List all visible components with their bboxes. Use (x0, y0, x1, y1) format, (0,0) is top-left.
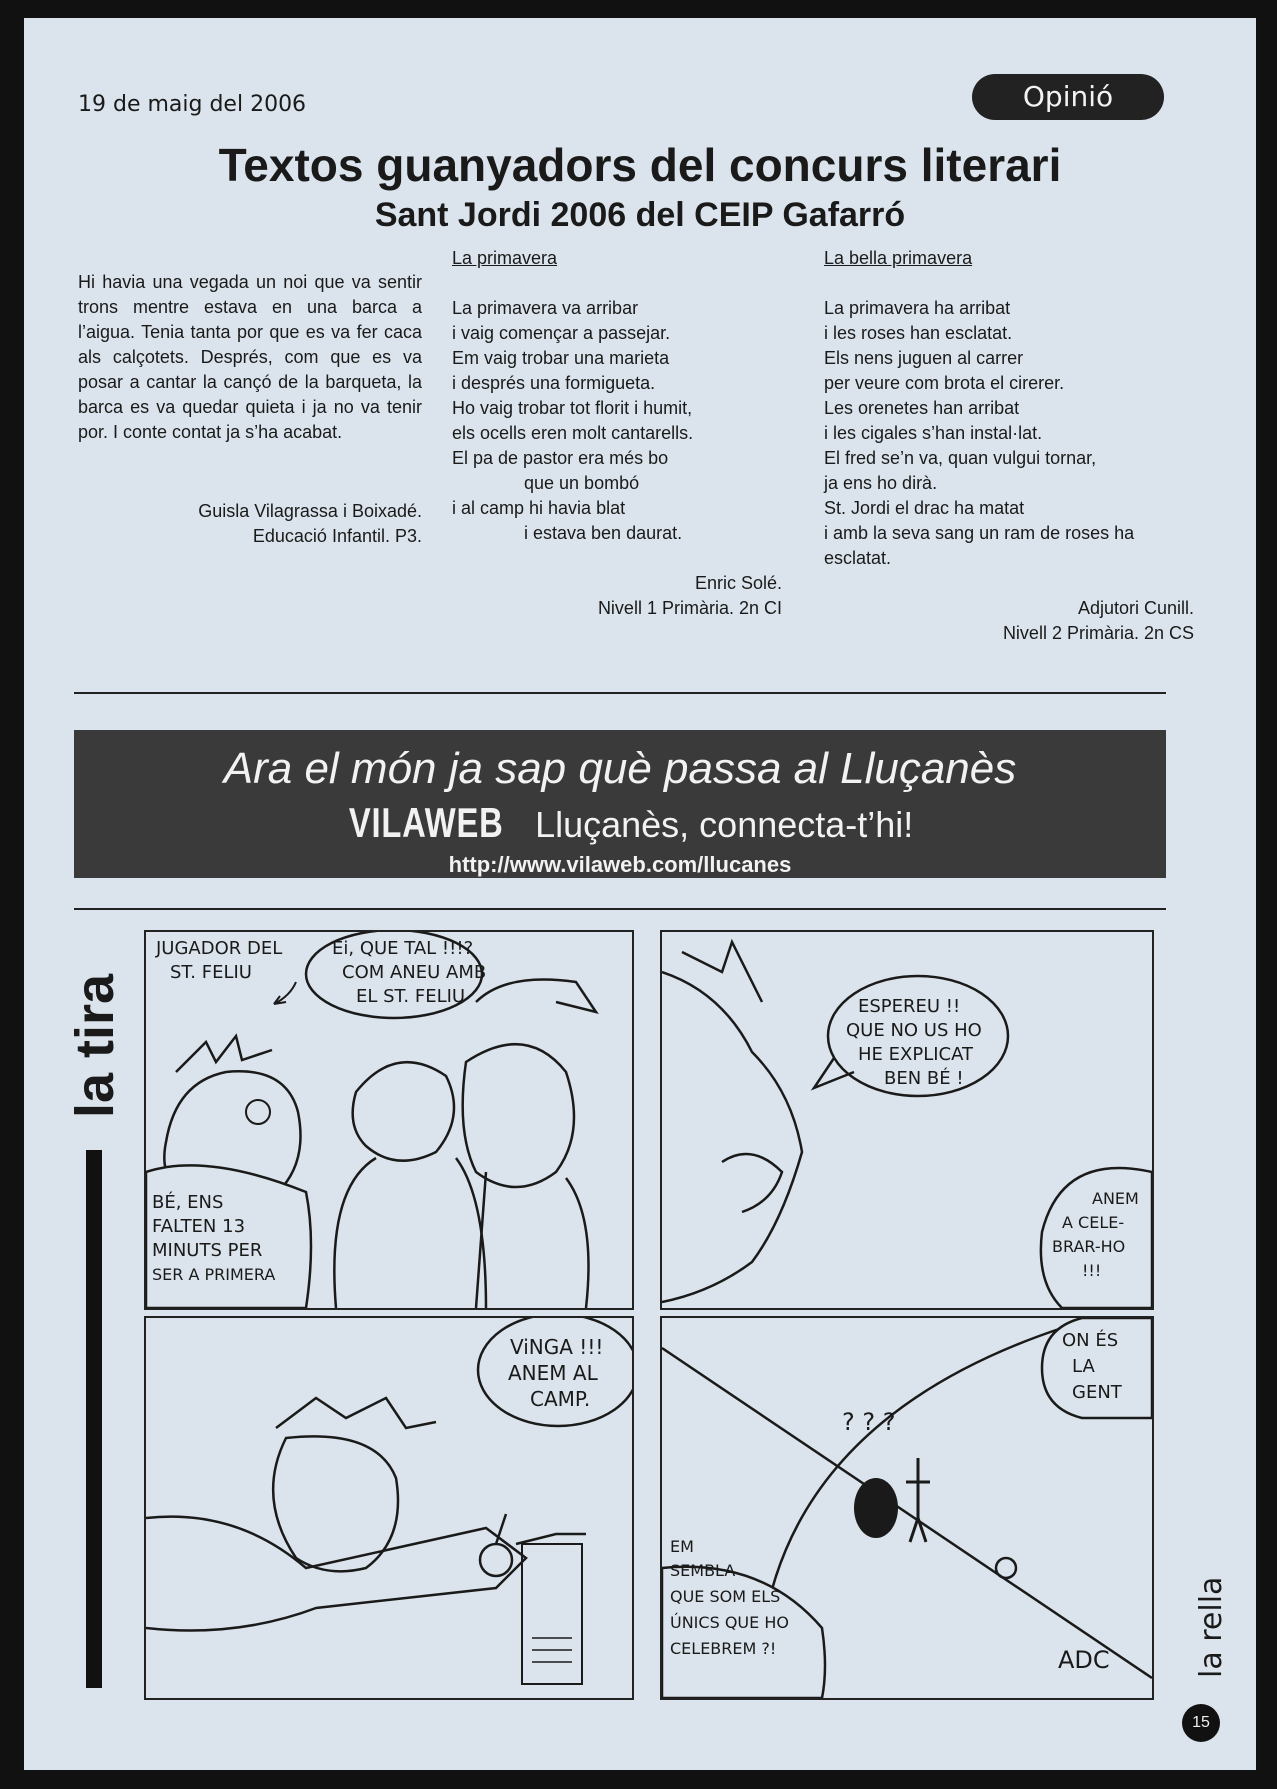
poem-line: St. Jordi el drac ha matat (824, 498, 1025, 518)
bubble-line: COM ANEU AMB (342, 962, 487, 983)
poem-line: i les roses han esclatat. (824, 323, 1013, 343)
bubble-line: !!! (1082, 1261, 1102, 1280)
poem-line: i vaig començar a passejar. (452, 323, 671, 343)
poem-title: La bella primavera (824, 248, 973, 268)
poem-line: Els nens juguen al carrer (824, 348, 1024, 368)
comic-panel-4 (660, 1316, 1154, 1700)
poem-line: que un bombó (524, 473, 640, 493)
poem-column-2 (824, 246, 1194, 646)
bubble-line: CAMP. (530, 1387, 591, 1411)
poem-line: Em vaig trobar una marieta (452, 348, 670, 368)
bubble-line: BÉ, ENS (152, 1192, 224, 1213)
article-subtitle: Sant Jordi 2006 del CEIP Gafarró (374, 196, 906, 234)
story-column (78, 270, 422, 549)
comic-side-bar (86, 1150, 102, 1688)
comic-section-label: la tira (65, 973, 125, 1118)
bubble-line: LA (1072, 1356, 1095, 1377)
poem-line: Les orenetes han arribat (824, 398, 1020, 418)
bubble-line: CELEBREM ?! (670, 1639, 777, 1658)
bubble-line: Ei, QUE TAL !!!? (332, 938, 474, 959)
poem-level: Nivell 1 Primària. 2n CI (597, 598, 782, 618)
newspaper-page (24, 18, 1256, 1770)
poem-line: i després una formigueta. (452, 373, 656, 393)
banner-tagline-text: Lluçanès, connecta-t’hi! (535, 804, 914, 845)
bubble-line: A CELE- (1062, 1213, 1125, 1232)
bubble-line: GENT (1072, 1382, 1122, 1403)
question-marks: ? ? ? (842, 1408, 896, 1436)
bubble-line: ESPEREU !! (858, 996, 961, 1017)
poem-title: La primavera (452, 248, 558, 268)
poem-line: El pa de pastor era més bo (452, 448, 669, 468)
banner-tagline (74, 799, 1166, 846)
issue-date: 19 de maig del 2006 (78, 92, 307, 117)
firecracker-drawing (480, 1544, 512, 1576)
poem-level: Nivell 2 Primària. 2n CS (1002, 623, 1194, 643)
bubble-line: BRAR-HO (1052, 1237, 1126, 1256)
poem-line: i al camp hi havia blat (452, 498, 626, 518)
bubble-line: SEMBLA (670, 1561, 736, 1580)
poem-column-1 (452, 246, 802, 621)
caption-line: ST. FELIU (170, 962, 252, 983)
shouting-man-drawing (662, 972, 802, 1302)
comic-panel-2 (660, 930, 1154, 1310)
comic-panel-1 (144, 930, 634, 1310)
article-title: Textos guanyadors del concurs literari (218, 139, 1062, 191)
poem-line: i amb la seva sang un ram de roses ha (824, 523, 1135, 543)
poem-line: La primavera va arribar (452, 298, 639, 318)
banner-headline: Ara el món ja sap què passa al Lluçanès (223, 744, 1017, 793)
poem-line: Ho vaig trobar tot florit i humit, (452, 398, 693, 418)
fan-figure-drawing (906, 1458, 930, 1542)
bubble-line: MINUTS PER (152, 1240, 263, 1261)
bubble-line: ViNGA !!! (510, 1335, 604, 1359)
publication-name: la rella (1194, 1576, 1229, 1678)
bubble-line: SER A PRIMERA (152, 1265, 276, 1284)
artist-signature: ADC (1058, 1646, 1110, 1674)
bubble-line: FALTEN 13 (152, 1216, 246, 1237)
poem-line: i les cigales s’han instal·lat. (824, 423, 1043, 443)
story-text: Hi havia una vegada un noi que va sentir trons mentre estava en una barca a l’aigua. Tenia tanta por que es va fer caca als calçotets. Després, com que es va posar a cantar la cançó de la barqueta, la barca es va quedar quieta i ja no va tenir por. I conte contat ja s’ha acabat. (78, 272, 422, 442)
bubble-line: EM (670, 1537, 694, 1556)
poem-line: els ocells eren molt cantarells. (452, 423, 694, 443)
section-badge: Opinió (972, 74, 1164, 120)
fan-figure-drawing (854, 1478, 898, 1538)
caption-line: JUGADOR DEL (156, 938, 283, 959)
poem-author: Enric Solé. (694, 573, 782, 593)
poem-line: El fred se’n va, quan vulgui tornar, (824, 448, 1097, 468)
bubble-line: ON ÉS (1062, 1330, 1119, 1351)
bubble-line: ANEM AL (508, 1361, 598, 1385)
poem-line: i estava ben daurat. (524, 523, 683, 543)
story-author: Guisla Vilagrassa i Boixadé. (198, 501, 422, 521)
poem-line: esclatat. (824, 548, 892, 568)
page-number-badge: 15 (1182, 1704, 1220, 1742)
bubble-line: QUE SOM ELS (670, 1587, 781, 1606)
divider-rule (74, 908, 1166, 910)
bubble-line: BEN BÉ ! (884, 1068, 964, 1089)
bubble-line: ANEM (1092, 1189, 1139, 1208)
banner-url-link[interactable]: http://www.vilaweb.com/llucanes (448, 852, 792, 877)
bubble-line: EL ST. FELIU (356, 986, 466, 1007)
story-level: Educació Infantil. P3. (252, 526, 422, 546)
poem-line: La primavera ha arribat (824, 298, 1011, 318)
vilaweb-banner[interactable] (74, 730, 1166, 878)
man-head-drawing (463, 1044, 574, 1187)
bubble-line: QUE NO US HO (846, 1020, 982, 1041)
vilaweb-logo: VILAWEB (348, 799, 504, 846)
man-head-drawing (353, 1062, 454, 1160)
poem-line: per veure com brota el cirerer. (824, 373, 1065, 393)
bubble-line: ÚNICS QUE HO (670, 1613, 789, 1632)
poem-line: ja ens ho dirà. (824, 473, 938, 493)
comic-panel-3 (144, 1316, 634, 1700)
divider-rule (74, 692, 1166, 694)
bubble-line: HE EXPLICAT (858, 1044, 974, 1065)
poem-author: Adjutori Cunill. (1077, 598, 1194, 618)
